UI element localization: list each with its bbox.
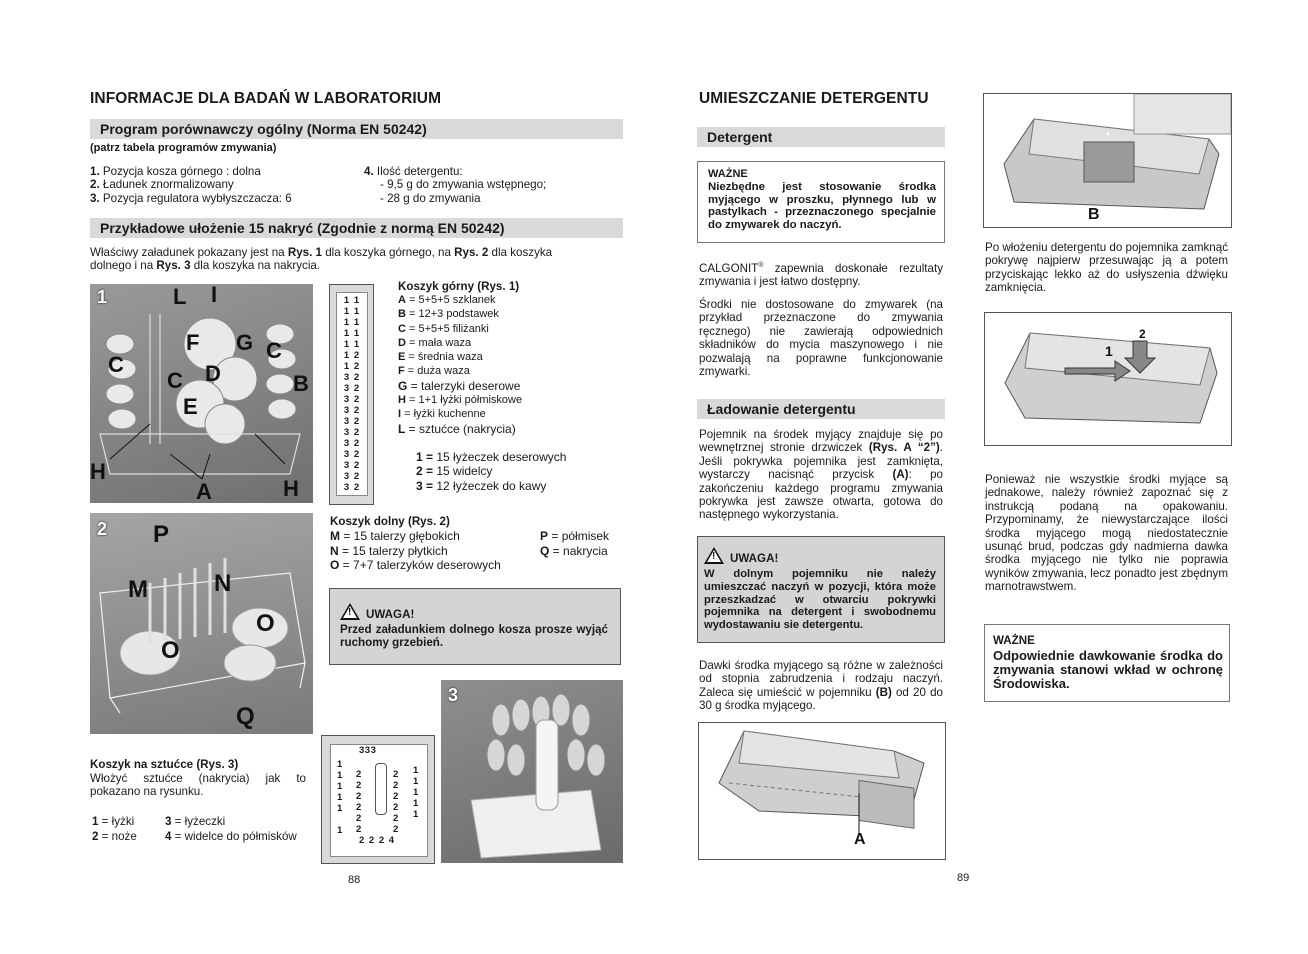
warning-heading: [340, 603, 414, 621]
legend-value: = duża waza: [404, 365, 470, 378]
lower-basket-legend-b: [540, 529, 609, 558]
important-text: Odpowiednie dawkowanie środka do zmywania stanowi wkład w ochronę Środowiska.: [993, 648, 1223, 691]
legend-key: 1 =: [416, 450, 434, 464]
cutlery-basket-diagram: [321, 735, 435, 864]
legend-key: D: [398, 336, 406, 349]
legend-value: = 15 talerzy głębokich: [340, 529, 460, 543]
fig1-label-h: H: [283, 476, 299, 501]
rack-row-digits: 3 2: [343, 372, 361, 383]
list-sub: - 9,5 g do zmywania wstępnego;: [380, 178, 547, 192]
legend-value: = 7+7 talerzyków deserowych: [339, 558, 501, 572]
legend-key: E: [398, 351, 406, 364]
cutlery-rack-diagram: [329, 284, 374, 505]
intro-part: dla koszyka górnego, na: [322, 246, 455, 259]
arrow-label-2: 2: [1139, 327, 1146, 341]
loading-ref: (Rys. A “2”): [868, 441, 940, 455]
figure-number-2: 2: [97, 519, 108, 539]
spoons-legend: [416, 450, 566, 493]
legend-key: 3: [165, 815, 172, 828]
important-box-detergent: [697, 161, 945, 243]
loading-ref: (A): [892, 468, 909, 482]
legend-value: = nakrycia: [549, 543, 608, 558]
grid-digits: 2 2 2 2 2 2: [393, 769, 401, 835]
legend-value: = mała waza: [405, 336, 472, 349]
list-num: 4.: [364, 165, 374, 178]
dosage-text: [699, 659, 943, 713]
intro-part: Właściwy załadunek pokazany jest na: [90, 246, 288, 259]
fig1-label-d: D: [205, 361, 221, 386]
legend-key: I: [398, 408, 402, 421]
warning-box-dispenser: [697, 536, 945, 643]
important-title: WAŻNE: [993, 634, 1035, 647]
legend-value: = łyżki: [98, 815, 135, 828]
upper-basket-title: Koszyk górny (Rys. 1): [398, 280, 520, 293]
grid-digits: 2 2 2 2 2 2: [356, 769, 364, 835]
section-bar-loading: Ładowanie detergentu: [697, 399, 945, 419]
legend-value: = łyżki kuchenne: [401, 408, 486, 421]
list-text: Ilość detergentu:: [373, 165, 463, 178]
legend-key: A: [398, 294, 406, 306]
rack-row-digits: 1 1: [343, 339, 361, 350]
section-bar-example: Przykładowe ułożenie 15 nakryć (Zgodnie z normą EN 50242): [90, 218, 623, 238]
legend-key: H: [398, 394, 406, 407]
legend-key: C: [398, 322, 406, 335]
legend-key: 3 =: [416, 478, 434, 493]
lower-basket-illustration: [90, 513, 313, 734]
program-list-right: [364, 165, 546, 205]
dispenser-figure-a: [698, 722, 946, 860]
page-title-lab: INFORMACJE DLA BADAŃ W LABORATORIUM: [90, 90, 442, 107]
legend-key: B: [398, 308, 406, 321]
rack-row-digits: 3 2: [343, 427, 361, 438]
important-title: WAŻNE: [708, 168, 748, 180]
list-num: 2.: [90, 178, 100, 192]
upper-basket-legend: [398, 294, 522, 437]
warning-text: W dolnym pojemniku nie należy umieszczać naczyń w pozycji, która może przeszkadzać w otwarciu pokrywki pojemnika na detergent i swobodnemu wydostawaniu sie detergentu.: [704, 568, 936, 632]
legend-value: = średnia waza: [405, 351, 483, 364]
rack-row-digits: 3 2: [343, 405, 361, 416]
unsuitable-detergents-text: Środki nie dostosowane do zmywarek (na przykład przeznaczone do zmywania ręcznego) nie zawierają odpowiednich składników do mycia maszynowego i nie pozwalają na poprawne funkcjonowanie zmywarki.: [699, 298, 943, 379]
grid-digits: 1 1 1 1 1 1: [337, 759, 345, 836]
grid-digits: 333: [359, 745, 377, 756]
intro-part: dla koszyka: [488, 246, 553, 259]
legend-value: 12 łyżeczek do kawy: [433, 478, 547, 493]
detergent-info-text: Ponieważ nie wszystkie środki myjące są jednakowe, należy również zapoznać się z instrukcją podaną na opakowaniu. Przypominamy, że niewystarczające ilości środka myjącego mogą niedostatecznie usunąć brud, podczas gdy nadmierna dawka środka myjącego nie tylko nie poprawia wyników zmywania, lecz ponadto jest zbędnym marnotrawstwem.: [985, 473, 1228, 594]
legend-key: 4: [165, 829, 172, 843]
warning-title: UWAGA!: [366, 608, 415, 621]
cutlery-basket-text: Włożyć sztućce (nakrycia) jak to pokazano na rysunku.: [90, 772, 306, 799]
rack-row-digits: 1 1: [343, 306, 361, 317]
cutlery-basket-grid: [330, 744, 428, 857]
fig1-label-b: B: [293, 371, 309, 396]
grid-handle: [375, 763, 387, 815]
loading-part: . Jeśli pokrywka pojemnika jest zamknięta, wystarczy nacisnąć przycisk: [699, 441, 943, 482]
fig-label-b: B: [1088, 206, 1100, 223]
fig2-label-p: P: [153, 521, 170, 548]
rack-row-digits: 3 2: [343, 482, 361, 493]
legend-value: = talerzyki deserowe: [407, 378, 521, 393]
fig1-label-i: I: [211, 284, 218, 307]
calgonit-rest: zapewnia doskonałe rezultaty zmywania i jest łatwo dostępny.: [699, 261, 943, 289]
dosage-part: od 20 do 30 g środka myjącego.: [699, 685, 943, 713]
legend-key: Q: [540, 543, 550, 558]
warning-heading: [704, 547, 778, 565]
list-text: Pozycja kosza górnego : dolna: [99, 165, 261, 178]
cutlery-legend: [92, 815, 322, 844]
rack-row-digits: 1 2: [343, 361, 361, 372]
fig2-label-o: O: [161, 637, 180, 664]
legend-value: = 5+5+5 szklanek: [405, 294, 496, 306]
fig2-label-m: M: [128, 576, 148, 603]
calgonit-text: [699, 259, 943, 289]
rack-row-digits: 1 2: [343, 350, 361, 361]
lower-basket-photo: [90, 513, 313, 734]
dosage-part: Dawki środka myjącego są różne w zależności od stopnia zabrudzenia i rodzaju naczyń. Zaleca się umieścić w pojemniku: [699, 659, 943, 699]
fig2-label-q: Q: [236, 703, 255, 730]
warning-box-comb: [329, 588, 621, 665]
legend-value: = 12+3 podstawek: [405, 308, 499, 321]
loading-part: : po zakończeniu każdego programu zmywania pokrywka jest zawsze otwarta, gotowa do następnego wykorzystania.: [699, 468, 943, 522]
rack-row-digits: 1 1: [343, 317, 361, 328]
fig2-label-n: N: [214, 570, 232, 597]
arrow-label-1: 1: [1105, 343, 1113, 359]
close-lid-text: Po włożeniu detergentu do pojemnika zamknąć pokrywę najpierw przesuwając ją a potem przyciskając lekko aż do usłyszenia dźwięku zamknięcia.: [985, 241, 1228, 295]
rack-row-digits: 3 2: [343, 471, 361, 482]
dosage-ref: (B): [875, 685, 892, 699]
dispenser-figure-b: [983, 93, 1232, 228]
program-note: (patrz tabela programów zmywania): [90, 142, 277, 154]
dispenser-illustration-a: [699, 723, 945, 859]
figure-number-1: 1: [97, 287, 108, 307]
legend-key: M: [330, 529, 340, 543]
section-bar-detergent: Detergent: [697, 127, 945, 147]
rack-row-digits: 3 2: [343, 438, 361, 449]
list-text: Ładunek znormalizowany: [99, 178, 234, 192]
legend-key: 1: [92, 815, 99, 828]
list-num: 1.: [90, 165, 100, 178]
dispenser-illustration-close: [985, 313, 1231, 445]
legend-value: = 1+1 łyżki półmiskowe: [405, 394, 523, 407]
legend-key: P: [540, 529, 549, 543]
fig1-label-a: A: [196, 479, 212, 503]
fig1-label-f: F: [186, 330, 200, 355]
legend-value: = półmisek: [548, 529, 610, 543]
grid-digits: 2 2 2 4: [359, 835, 396, 846]
legend-value: = sztućce (nakrycia): [405, 421, 516, 436]
intro-ref: Rys. 2: [454, 246, 489, 259]
dispenser-figure-close: [984, 312, 1232, 446]
legend-key: N: [330, 543, 339, 558]
fig1-label-g: G: [236, 330, 254, 355]
cutlery-basket-illustration: [441, 680, 623, 863]
legend-value: = widelce do półmisków: [171, 829, 297, 843]
rack-row-digits: 3 2: [343, 449, 361, 460]
fig1-label-c: C: [167, 368, 183, 393]
registered-mark: ®: [758, 262, 764, 269]
grid-digits: 1 1 1 1 1: [413, 765, 421, 820]
intro-ref: Rys. 3: [156, 259, 191, 273]
legend-value: 15 widelcy: [433, 464, 493, 479]
legend-key: 2: [92, 829, 99, 843]
cutlery-rack-column: [336, 292, 368, 496]
important-text: Niezbędne jest stosowanie środka myjącego w proszku, płynnego lub w pastylkach - przeznaczonego specjalnie do zmywarek do naczyń.: [708, 181, 936, 231]
legend-key: F: [398, 365, 405, 378]
intro-ref: Rys. 1: [287, 246, 323, 259]
page-number-left: 88: [348, 874, 361, 886]
rack-row-digits: 3 2: [343, 416, 361, 427]
legend-value: = noże: [98, 829, 137, 843]
intro-part: dla koszyka na nakrycia.: [190, 259, 321, 273]
dispenser-illustration-b: [984, 94, 1231, 227]
intro-text: [90, 246, 620, 273]
lower-basket-legend-a: [330, 529, 501, 573]
rack-row-digits: 3 2: [343, 394, 361, 405]
rack-row-digits: 1 1: [343, 295, 361, 306]
section-bar-program: Program porównawczy ogólny (Norma EN 50242): [90, 119, 623, 139]
rack-row-digits: 3 2: [343, 460, 361, 471]
page-title-detergent: UMIESZCZANIE DETERGENTU: [699, 90, 929, 107]
program-list-left: [90, 165, 292, 205]
fig1-label-e: E: [183, 394, 198, 419]
intro-part: dolnego i na: [90, 259, 157, 273]
brand-name: CALGONIT: [699, 261, 759, 275]
legend-value: = 5+5+5 filiżanki: [405, 322, 489, 335]
list-sub: - 28 g do zmywania: [380, 191, 481, 205]
legend-key: L: [398, 421, 406, 436]
list-num: 3.: [90, 191, 100, 205]
rack-row-digits: 3 2: [343, 383, 361, 394]
legend-key: 2 =: [416, 464, 434, 479]
legend-value: = 15 talerzy płytkich: [338, 543, 448, 558]
fig1-label-c: C: [108, 352, 124, 377]
upper-basket-illustration: [90, 284, 313, 503]
cutlery-basket-title: Koszyk na sztućce (Rys. 3): [90, 758, 239, 771]
figure-number-3: 3: [448, 685, 459, 705]
cutlery-basket-photo: [441, 680, 623, 863]
warning-text: Przed załadunkiem dolnego kosza prosze wyjąć ruchomy grzebień.: [340, 623, 608, 650]
lower-basket-title: Koszyk dolny (Rys. 2): [330, 515, 450, 528]
fig1-label-h: H: [90, 459, 106, 484]
fig-label-a: A: [854, 831, 866, 848]
warning-title: UWAGA!: [730, 552, 779, 565]
legend-value: = łyżeczki: [171, 815, 226, 828]
fig2-label-o: O: [256, 610, 275, 637]
legend-value: 15 łyżeczek deserowych: [433, 450, 567, 464]
fig1-label-c: C: [266, 338, 282, 363]
warning-icon: !: [340, 603, 360, 620]
rack-row-digits: 1 1: [343, 328, 361, 339]
page-number-right: 89: [957, 872, 970, 884]
warning-icon: !: [704, 547, 724, 564]
upper-basket-photo: [90, 284, 313, 503]
legend-key: G: [398, 378, 408, 393]
loading-text: [699, 428, 943, 522]
important-box-environment: [984, 624, 1230, 702]
legend-key: O: [330, 558, 340, 572]
loading-part: Pojemnik na środek myjący znajduje się po wewnętrznej stronie drzwiczek: [699, 428, 943, 455]
list-text: Pozycja regulatora wybłyszczacza: 6: [99, 191, 292, 205]
fig1-label-l: L: [173, 284, 187, 309]
